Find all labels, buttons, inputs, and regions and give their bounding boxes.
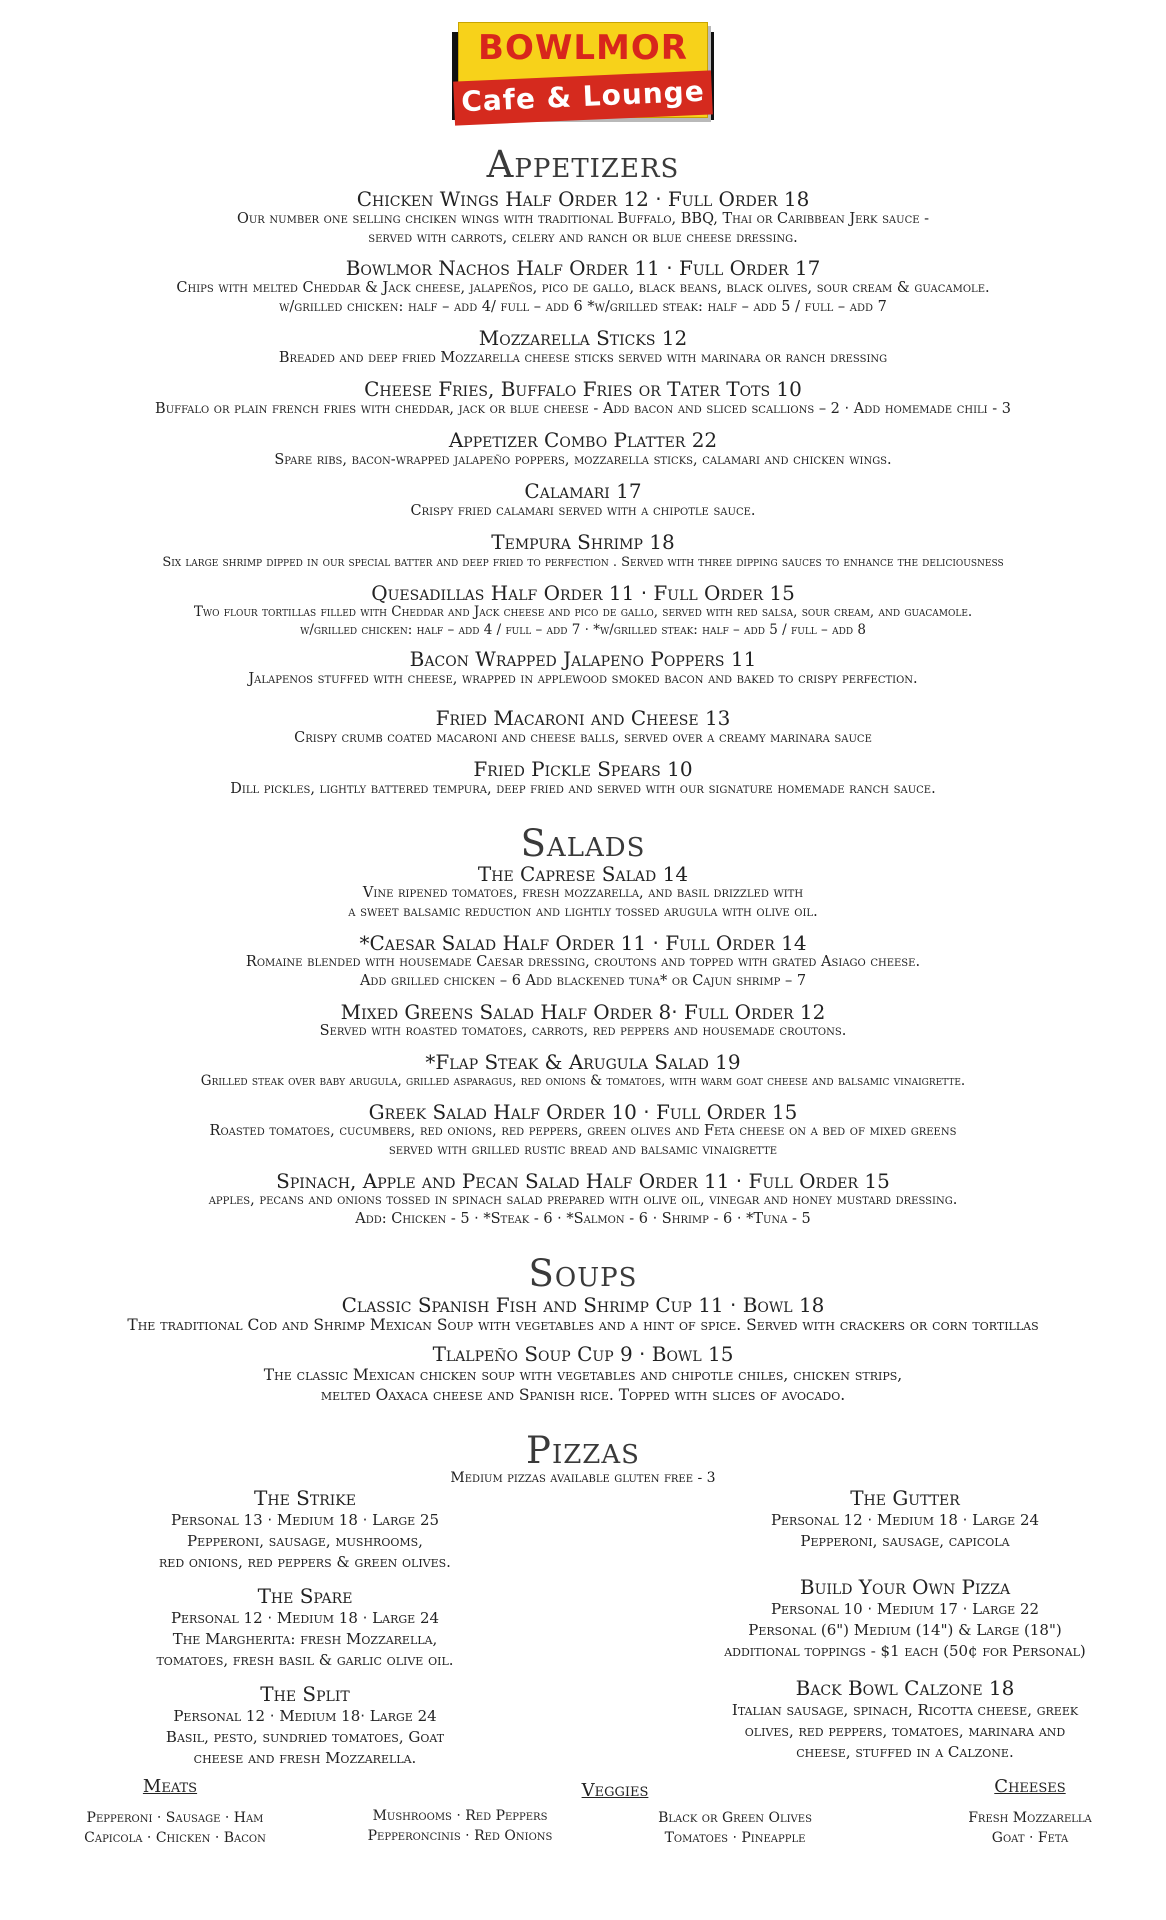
toppings-veggies-heading: Veggies	[581, 1780, 649, 1801]
item-description: Spare ribs, bacon-wrapped jalapeño poppers, mozzarella sticks, calamari and chicken wings.	[274, 452, 892, 468]
pizzas-heading: Pizzas	[526, 1429, 640, 1472]
pizza-line: The Margherita: fresh Mozzarella,	[172, 1630, 438, 1648]
appetizers-heading: Appetizers	[486, 143, 680, 186]
item-description: Crispy fried calamari served with a chipotle sauce.	[410, 503, 756, 519]
topping-line: Goat ‧ Feta	[991, 1830, 1069, 1846]
pizza-the-spare	[130, 1584, 480, 1671]
menu-item-chicken-wings: Chicken Wings Half Order 12 ‧ Full Order 18	[356, 187, 810, 211]
pizza-name: The Gutter	[850, 1486, 960, 1510]
pizza-name: The Spare	[257, 1584, 353, 1608]
item-description: a sweet balsamic reduction and lightly tossed arugula with olive oil.	[348, 904, 818, 920]
item-description: Add: Chicken - 5 ‧ *Steak - 6 ‧ *Salmon - 6 ‧ Shrimp - 6 ‧ *Tuna - 5	[355, 1211, 811, 1227]
item-description: Vine ripened tomatoes, fresh mozzarella, and basil drizzled with	[362, 885, 804, 901]
pizza-line: cheese, stuffed in a Calzone.	[796, 1743, 1014, 1761]
bowlmor-logo	[452, 20, 714, 126]
topping-line: Tomatoes ‧ Pineapple	[664, 1830, 806, 1846]
topping-line: Pepperoncinis ‧ Red Onions	[367, 1828, 553, 1844]
item-description: Jalapenos stuffed with cheese, wrapped in applewood smoked bacon and baked to crispy perfection.	[248, 671, 918, 687]
menu-item-combo-platter: Appetizer Combo Platter 22	[448, 428, 718, 452]
item-description: Crispy crumb coated macaroni and cheese balls, served over a creamy marinara sauce	[294, 730, 872, 746]
item-description: Dill pickles, lightly battered tempura, deep fried and served with our signature homemade ranch sauce.	[230, 781, 936, 797]
logo-brand-text: BOWLMOR	[478, 28, 688, 68]
item-description: served with grilled rustic bread and balsamic vinaigrette	[388, 1142, 778, 1158]
gluten-free-note: Medium pizzas available gluten free - 3	[450, 1470, 716, 1486]
item-description: w/grilled chicken: half – add 4 / full – add 7 ‧ *w/grilled steak: half – add 5 / full – add 8	[300, 622, 866, 638]
item-description: Six large shrimp dipped in our special batter and deep fried to perfection . Served with three dipping sauces to enhance the deliciousness	[162, 555, 1004, 570]
pizza-name: The Split	[260, 1682, 350, 1706]
pizza-line: Personal 13 ‧ Medium 18 ‧ Large 25	[170, 1511, 440, 1529]
toppings-veggies-list-b	[620, 1808, 850, 1848]
item-description: Roasted tomatoes, cucumbers, red onions, red peppers, green olives and Feta cheese on a bed of mixed greens	[209, 1123, 957, 1139]
pizza-line: Pepperoni, sausage, capicola	[800, 1532, 1010, 1550]
logo-subtitle-text: Cafe & Lounge	[460, 74, 706, 119]
pizza-name: Back Bowl Calzone 18	[795, 1676, 1015, 1700]
pizza-the-strike	[130, 1486, 480, 1573]
pizza-name: The Strike	[254, 1486, 356, 1510]
item-description: w/grilled chicken: half – add 4/ full – add 6 *w/grilled steak: half – add 5 / full – add 7	[279, 299, 887, 315]
pizza-the-split	[130, 1682, 480, 1769]
item-description: apples, pecans and onions tossed in spinach salad prepared with olive oil, vinegar and honey mustard dressing.	[208, 1192, 958, 1208]
item-description: Breaded and deep fried Mozzarella cheese sticks served with marinara or ranch dressing	[278, 350, 888, 366]
item-description: Romaine blended with housemade Caesar dressing, croutons and topped with grated Asiago cheese.	[245, 954, 921, 970]
item-description: Our number one selling chciken wings with traditional Buffalo, BBQ, Thai or Caribbean Jerk sauce -	[236, 211, 930, 227]
item-description: Grilled steak over baby arugula, grilled asparagus, red onions & tomatoes, with warm goat cheese and balsamic vinaigrette.	[200, 1073, 966, 1089]
menu-item-quesadillas: Quesadillas Half Order 11 ‧ Full Order 15	[371, 581, 795, 605]
menu-item-spinach-salad: Spinach, Apple and Pecan Salad Half Order 11 ‧ Full Order 15	[276, 1169, 890, 1193]
pizza-line: Italian sausage, spinach, Ricotta cheese, greek	[731, 1701, 1079, 1719]
salads-heading: Salads	[520, 822, 646, 865]
pizza-line: Personal 10 ‧ Medium 17 ‧ Large 22	[770, 1600, 1040, 1618]
menu-item-caesar-salad: *Caesar Salad Half Order 11 ‧ Full Order 14	[359, 931, 807, 955]
toppings-meats-heading: Meats	[142, 1776, 198, 1797]
item-description: Served with roasted tomatoes, carrots, red peppers and housemade croutons.	[319, 1023, 847, 1039]
topping-line: Pepperoni ‧ Sausage ‧ Ham	[86, 1810, 264, 1826]
menu-item-greek-salad: Greek Salad Half Order 10 ‧ Full Order 15	[368, 1100, 798, 1124]
pizza-line: tomatoes, fresh basil & garlic olive oil.	[156, 1651, 454, 1669]
topping-line: Capicola ‧ Chicken ‧ Bacon	[84, 1830, 266, 1846]
topping-line: Fresh Mozzarella	[968, 1810, 1092, 1826]
menu-item-fried-pickles: Fried Pickle Spears 10	[473, 757, 693, 781]
soups-heading: Soups	[528, 1252, 638, 1295]
menu-item-jalapeno-poppers: Bacon Wrapped Jalapeno Poppers 11	[409, 647, 757, 671]
menu-item-tempura-shrimp: Tempura Shrimp 18	[491, 530, 675, 554]
item-description: Buffalo or plain french fries with cheddar, jack or blue cheese - Add bacon and sliced scallions – 2 ‧ Add homemade chili - 3	[155, 401, 1011, 417]
item-description: The classic Mexican chicken soup with vegetables and chipotle chiles, chicken strips,	[263, 1366, 903, 1384]
toppings-meats-list	[50, 1808, 300, 1848]
menu-item-tlalpeno-soup: Tlalpeño Soup Cup 9 ‧ Bowl 15	[432, 1342, 734, 1366]
pizza-name: Build Your Own Pizza	[799, 1575, 1011, 1599]
pizza-line: Personal (6") Medium (14") & Large (18")	[748, 1621, 1062, 1639]
item-description: Chips with melted Cheddar & Jack cheese, jalapeños, pico de gallo, black beans, black olives, sour cream & guacamole.	[176, 280, 990, 296]
pizza-line: Personal 12 ‧ Medium 18 ‧ Large 24	[770, 1511, 1040, 1529]
menu-item-caprese-salad: The Caprese Salad 14	[477, 862, 689, 886]
item-description: Two flour tortillas filled with Cheddar and Jack cheese and pico de gallo, served with red salsa, sour cream, and guacamole.	[193, 604, 973, 620]
pizza-line: red onions, red peppers & green olives.	[159, 1553, 451, 1571]
menu-item-bowlmor-nachos: Bowlmor Nachos Half Order 11 ‧ Full Order 17	[345, 256, 821, 280]
pizza-line: Personal 12 ‧ Medium 18 ‧ Large 24	[170, 1609, 440, 1627]
pizza-the-gutter	[690, 1486, 1120, 1552]
menu-item-fried-mac-cheese: Fried Macaroni and Cheese 13	[435, 706, 731, 730]
menu-item-calamari: Calamari 17	[524, 479, 642, 503]
menu-item-mozzarella-sticks: Mozzarella Sticks 12	[478, 326, 688, 350]
menu-item-cheese-fries: Cheese Fries, Buffalo Fries or Tater Tots 10	[364, 377, 802, 401]
pizza-line: cheese and fresh Mozzarella.	[193, 1749, 417, 1767]
toppings-cheeses-list	[920, 1808, 1140, 1848]
menu-item-mixed-greens: Mixed Greens Salad Half Order 8‧ Full Order 12	[340, 1000, 826, 1024]
menu-item-flap-steak-salad: *Flap Steak & Arugula Salad 19	[425, 1050, 741, 1074]
toppings-cheeses-heading: Cheeses	[994, 1776, 1066, 1797]
pizza-back-bowl-calzone	[690, 1676, 1120, 1763]
item-description: The traditional Cod and Shrimp Mexican Soup with vegetables and a hint of spice. Served with crackers or corn tortillas	[127, 1316, 1039, 1334]
pizza-line: Pepperoni, sausage, mushrooms,	[187, 1532, 423, 1550]
pizza-build-your-own	[690, 1575, 1120, 1662]
item-description: Add grilled chicken – 6 Add blackened tuna* or Cajun shrimp – 7	[359, 973, 807, 989]
pizza-line: additional toppings - $1 each (50¢ for Personal)	[724, 1642, 1086, 1660]
topping-line: Black or Green Olives	[658, 1810, 812, 1826]
menu-item-fish-shrimp-soup: Classic Spanish Fish and Shrimp Cup 11 ‧ Bowl 18	[341, 1293, 825, 1317]
item-description: served with carrots, celery and ranch or blue cheese dressing.	[368, 230, 798, 246]
pizza-line: olives, red peppers, tomatoes, marinara and	[744, 1722, 1066, 1740]
item-description: melted Oaxaca cheese and Spanish rice. Topped with slices of avocado.	[320, 1386, 846, 1404]
toppings-veggies-list-a	[330, 1806, 590, 1846]
pizza-line: Personal 12 ‧ Medium 18‧ Large 24	[173, 1707, 437, 1725]
pizza-line: Basil, pesto, sundried tomatoes, Goat	[165, 1728, 445, 1746]
topping-line: Mushrooms ‧ Red Peppers	[372, 1808, 548, 1824]
